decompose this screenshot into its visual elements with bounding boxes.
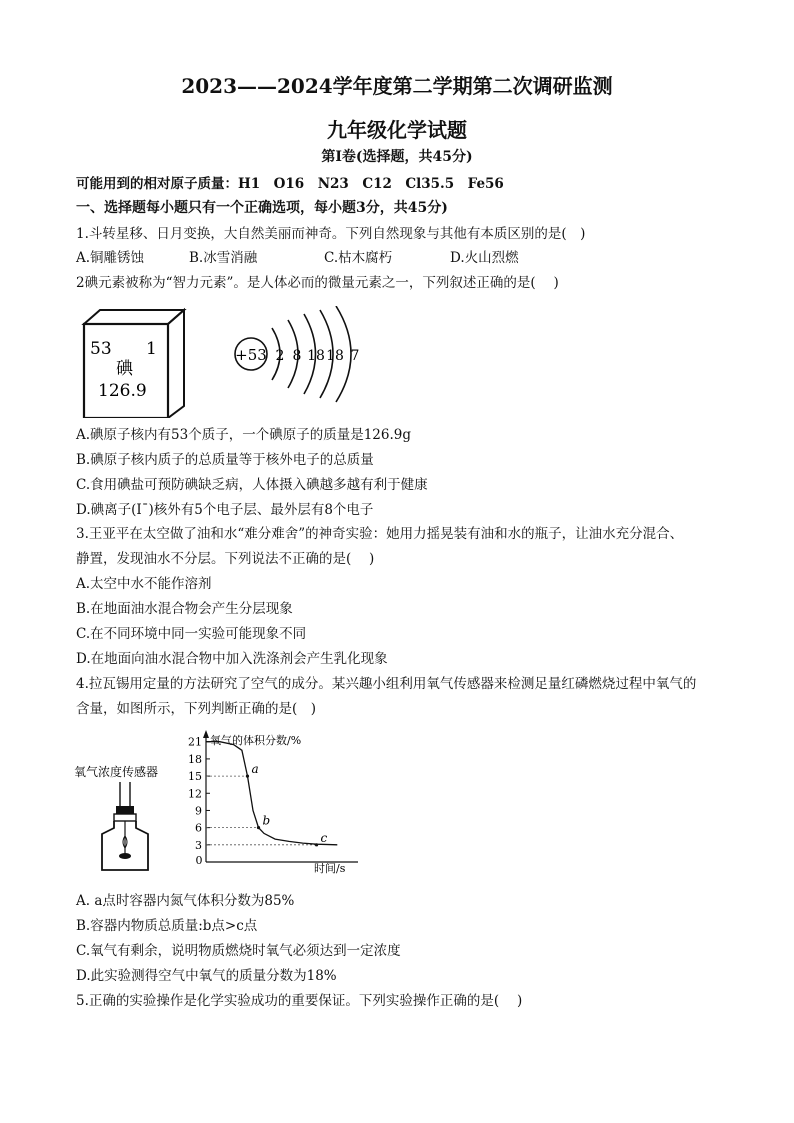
q2-stem: 2碘元素被称为“智力元素”。是人体必而的微量元素之一，下列叙述正确的是( ) <box>76 275 559 291</box>
q4-stem-line2: 含量，如图所示，下列判断正确的是( ) <box>76 701 317 717</box>
q3-option-a: A.太空中水不能作溶剂 <box>76 576 212 592</box>
q4-option-d: D.此实验测得空气中氧气的质量分数为18% <box>76 968 337 984</box>
sensor-head <box>116 806 134 814</box>
element-mass: 126.9 <box>98 381 147 401</box>
shell-count-4: 18 <box>326 348 344 364</box>
point-b <box>257 826 260 829</box>
oxygen-curve <box>206 742 337 845</box>
q4-stem-line1: 4.拉瓦锡用定量的方法研究了空气的成分。某兴趣小组利用氧气传感器来检测足量红磷燃烧过程中氧气的 <box>76 676 697 692</box>
exam-subtitle: 九年级化学试题 <box>327 118 467 142</box>
point-label-a: a <box>251 762 259 777</box>
y-tick-label-6: 6 <box>195 821 202 835</box>
q4-option-a: A. a点时容器内氮气体积分数为85% <box>76 893 295 909</box>
element-level: 1 <box>146 339 157 359</box>
q3-option-d: D.在地面向油水混合物中加入洗涤剂会产生乳化现象 <box>76 651 388 667</box>
y-axis-label: 氧气的体积分数/% <box>210 734 302 747</box>
shell-count-3: 18 <box>307 348 325 364</box>
q1-option-a: A.铜雕锈蚀 <box>76 250 145 266</box>
q4-option-c: C.氧气有剩余，说明物质燃烧时氧气必须达到一定浓度 <box>76 943 401 959</box>
exam-title: 2023——2024学年度第二学期第二次调研监测 <box>181 74 613 98</box>
chart-origin: 0 <box>195 854 203 867</box>
shell-count-1: 2 <box>275 348 285 364</box>
q2-option-b: B.碘原子核内质子的总质量等于核外电子的总质量 <box>76 452 374 468</box>
shell-count-2: 8 <box>292 348 302 364</box>
q3-option-b: B.在地面油水混合物会产生分层现象 <box>76 601 293 617</box>
q1-option-b: B.冰雪消融 <box>189 250 258 266</box>
q3-stem-line1: 3.王亚平在太空做了油和水“难分难舍”的神奇实验：她用力摇晃装有油和水的瓶子，让油水充分混合、 <box>76 526 684 542</box>
element-name: 碘 <box>116 359 133 379</box>
bottle-stopper <box>114 814 136 821</box>
y-tick-label-15: 15 <box>188 770 202 784</box>
point-c <box>315 843 318 846</box>
q1-options <box>76 246 519 266</box>
element-cube-side <box>168 310 184 418</box>
sensor-label: 氧气浓度传感器 <box>74 765 159 779</box>
part-heading: 第Ⅰ卷(选择题，共45分) <box>321 149 473 165</box>
section-heading: 一、选择题每小题只有一个正确选项，每小题3分，共45分) <box>76 200 448 216</box>
shell-count-5: 7 <box>350 348 360 364</box>
q1-option-d: D.火山烈燃 <box>450 250 519 266</box>
q4-option-b: B.容器内物质总质量:b点>c点 <box>76 918 258 934</box>
point-label-b: b <box>262 813 271 828</box>
y-tick-label-9: 9 <box>195 804 202 818</box>
y-tick-label-18: 18 <box>188 752 202 766</box>
q2-option-d: D.碘离子(Iˉ)核外有5个电子层、最外层有8个电子 <box>76 502 374 518</box>
point-a <box>246 774 249 777</box>
q3-option-c: C.在不同环境中同一实验可能现象不同 <box>76 626 307 642</box>
point-label-c: c <box>320 830 328 845</box>
y-axis-arrow <box>203 730 209 738</box>
q2-option-c: C.食用碘盐可预防碘缺乏病，人体摄入碘越多越有利于健康 <box>76 477 428 493</box>
atomic-masses: 可能用到的相对原子质量：H1 O16 N23 C12 Cl35.5 Fe56 <box>76 176 504 192</box>
x-axis-label: 时间/s <box>314 862 346 874</box>
iodine-figure <box>76 306 376 418</box>
element-number: 53 <box>90 339 112 359</box>
oxygen-chart <box>186 724 366 874</box>
sensor-apparatus <box>74 762 194 874</box>
y-tick-label-21: 21 <box>188 735 202 749</box>
y-tick-label-12: 12 <box>188 787 202 801</box>
q5-stem: 5.正确的实验操作是化学实验成功的重要保证。下列实验操作正确的是( ) <box>76 993 523 1009</box>
y-tick-label-3: 3 <box>195 838 202 852</box>
atom-nucleus-charge: +53 <box>235 346 267 364</box>
red-phosphorus <box>119 853 131 859</box>
q1-stem: 1.斗转星移、日月变换，大自然美丽而神奇。下列自然现象与其他有本质区别的是( ) <box>76 226 586 242</box>
q1-option-c: C.枯木腐朽 <box>324 250 393 266</box>
q2-option-a: A.碘原子核内有53个质子，一个碘原子的质量是126.9g <box>76 427 412 443</box>
q3-stem-line2: 静置，发现油水不分层。下列说法不正确的是( ) <box>76 551 375 567</box>
